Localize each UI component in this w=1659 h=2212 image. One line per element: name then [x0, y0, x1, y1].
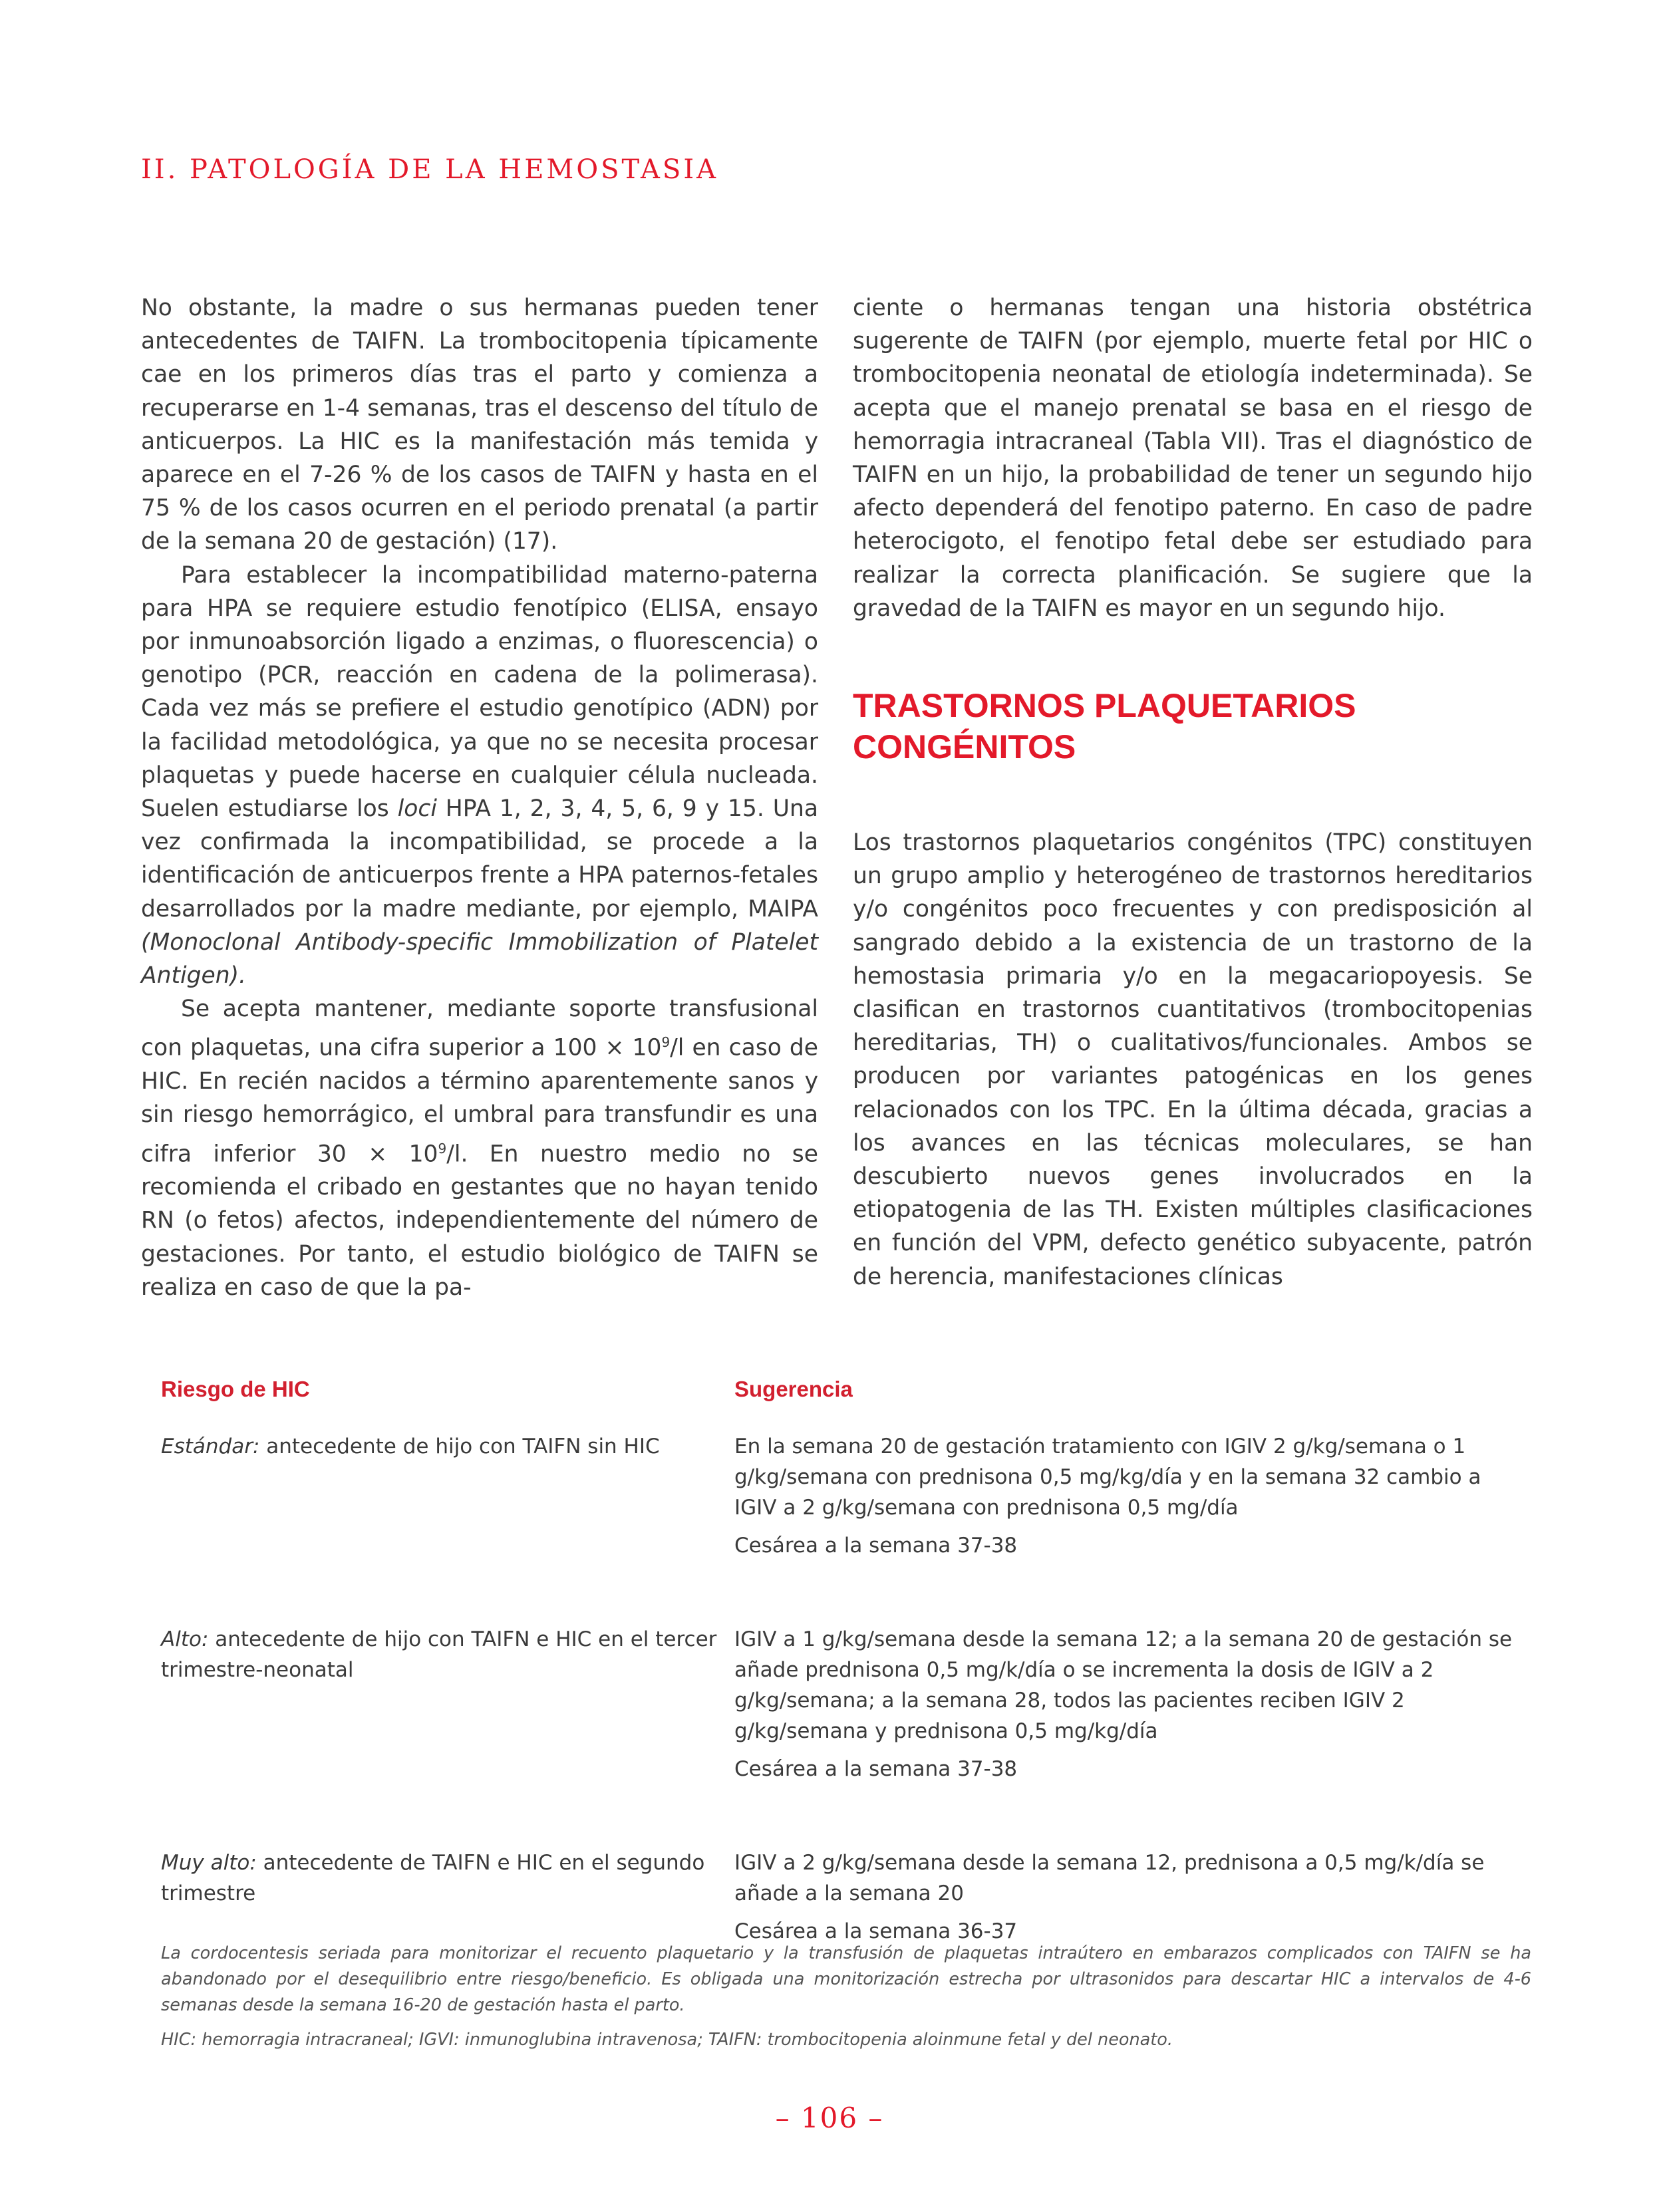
suggestion-cell: IGIV a 2 g/kg/semana desde la semana 12, prednisona a 0,5 mg/k/día se añade a la semana 20 Cesárea a la semana 36-37	[734, 1851, 1485, 1943]
running-head: II. PATOLOGÍA DE LA HEMOSTASIA	[141, 154, 719, 185]
table-header-risk: Riesgo de HIC	[161, 1377, 310, 1401]
paragraph: Se acepta mantener, mediante soporte transfusional con plaquetas, una cifra superior a $100 \times 10^9/l$ en caso de HIC. En recién nacidos a término aparentemente sanos y sin riesgo hemorrágico, el umbral para transfundir es una cifra inferior $30 \times 10^9/l$. En nuestro medio no se recomienda el cribado en gestantes que no hayan tenido RN (o fetos) afectos, independientemente del número de gestaciones. Por tanto, el estudio biológico de TAIFN se realiza en caso de que la pa-	[141, 996, 819, 1301]
section-heading: TRASTORNOS PLAQUETARIOS CONGÉNITOS	[853, 687, 1356, 766]
risk-cell: Estándar: antecedente de hijo con TAIFN sin HIC	[161, 1435, 660, 1458]
table-abbreviations: HIC: hemorragia intracraneal; IGVI: inmunoglubina intravenosa; TAIFN: trombocitopenia aloinmune fetal y del neonato.	[161, 2030, 1173, 2050]
paragraph: Para establecer la incompatibilidad materno-paterna para HPA se requiere estudio fenotípico (ELISA, ensayo por inmunoabsorción ligado a enzimas, o fluorescencia) o genotipo (PCR, reacción en cadena de la polimerasa). Cada vez más se prefiere el estudio genotípico (ADN) por la facilidad metodológica, ya que no se necesita procesar plaquetas y puede hacerse en cualquier célula nucleada. Suelen estudiarse los loci HPA 1, 2, 3, 4, 5, 6, 9 y 15. Una vez confirmada la incompatibilidad, se procede a la identificación de anticuerpos frente a HPA paternos-fetales desarrollados por la madre mediante, por ejemplo, MAIPA (Monoclonal Antibody-specific Immobilization of Platelet Antigen).	[141, 561, 818, 990]
paragraph: Los trastornos plaquetarios congénitos (TPC) constituyen un grupo amplio y heterogéneo de trastornos hereditarios y/o congénitos poco frecuentes y con predisposición al sangrado debido a la existencia de un trastorno de la hemostasia primaria y/o en la megacariopoyesis. Se clasifican en trastornos cuantitativos (trombocitopenias hereditarias, TH) o cualitativos/funcionales. Ambos se producen por variantes patogénicas en los genes relacionados con los TPC. En la última década, gracias a los avances en las técnicas moleculares, se han descubierto nuevos genes involucrados en la etiopatogenia de las TH. Existen múltiples clasificaciones en función del VPM, defecto genético subyacente, patrón de herencia, manifestaciones clínicas	[853, 829, 1533, 1290]
risk-cell: Muy alto: antecedente de TAIFN e HIC en el segundo trimestre	[161, 1851, 705, 1905]
suggestion-cell: IGIV a 1 g/kg/semana desde la semana 12; a la semana 20 de gestación se añade prednisona 0,5 mg/k/día o se incrementa la dosis de IGIV a 2 g/kg/semana; a la semana 28, todos las pacientes reciben IGIV 2 g/kg/semana y prednisona 0,5 mg/kg/día Cesárea a la semana 37-38	[734, 1627, 1513, 1781]
page-number: – 106 –	[775, 2102, 884, 2134]
table-footnote: La cordocentesis seriada para monitorizar el recuento plaquetario y la transfusión de plaquetas intraútero en embarazos complicados con TAIFN se ha abandonado por el desequilibrio entre riesgo/beneficio. Es obligada una monitorización estrecha por ultrasonidos para descartar HIC a intervalos de 4-6 semanas desde la semana 16-20 de gestación hasta el parto.	[161, 1943, 1531, 2015]
right-column	[853, 291, 1533, 1294]
suggestion-cell: En la semana 20 de gestación tratamiento con IGIV 2 g/kg/semana o 1 g/kg/semana con prednisona 0,5 mg/kg/día y en la semana 32 cambio a IGIV a 2 g/kg/semana con prednisona 0,5 mg/día Cesárea a la semana 37-38	[734, 1435, 1481, 1558]
left-column	[141, 291, 818, 1304]
table-header-suggestion: Sugerencia	[734, 1377, 853, 1401]
paragraph: ciente o hermanas tengan una historia obstétrica sugerente de TAIFN (por ejemplo, muerte fetal por HIC o trombocitopenia neonatal de etiología indeterminada). Se acepta que el manejo prenatal se basa en el riesgo de hemorragia intracraneal (Tabla VII). Tras el diagnóstico de TAIFN en un hijo, la probabilidad de tener un segundo hijo afecto dependerá del fenotipo paterno. En caso de padre heterocigoto, el fenotipo fetal debe ser estudiado para realizar la correcta planificación. Se sugiere que la gravedad de la TAIFN es mayor en un segundo hijo.	[853, 295, 1533, 622]
risk-cell: Alto: antecedente de hijo con TAIFN e HIC en el tercer trimestre-neonatal	[161, 1627, 717, 1682]
paragraph: No obstante, la madre o sus hermanas pueden tener antecedentes de TAIFN. La trombocitopenia típicamente cae en los primeros días tras el parto y comienza a recuperarse en 1-4 semanas, tras el descenso del título de anticuerpos. La HIC es la manifestación más temida y aparece en el 7-26 % de los casos de TAIFN y hasta en el 75 % de los casos ocurren en el periodo prenatal (a partir de la semana 20 de gestación) (17).	[141, 295, 818, 555]
